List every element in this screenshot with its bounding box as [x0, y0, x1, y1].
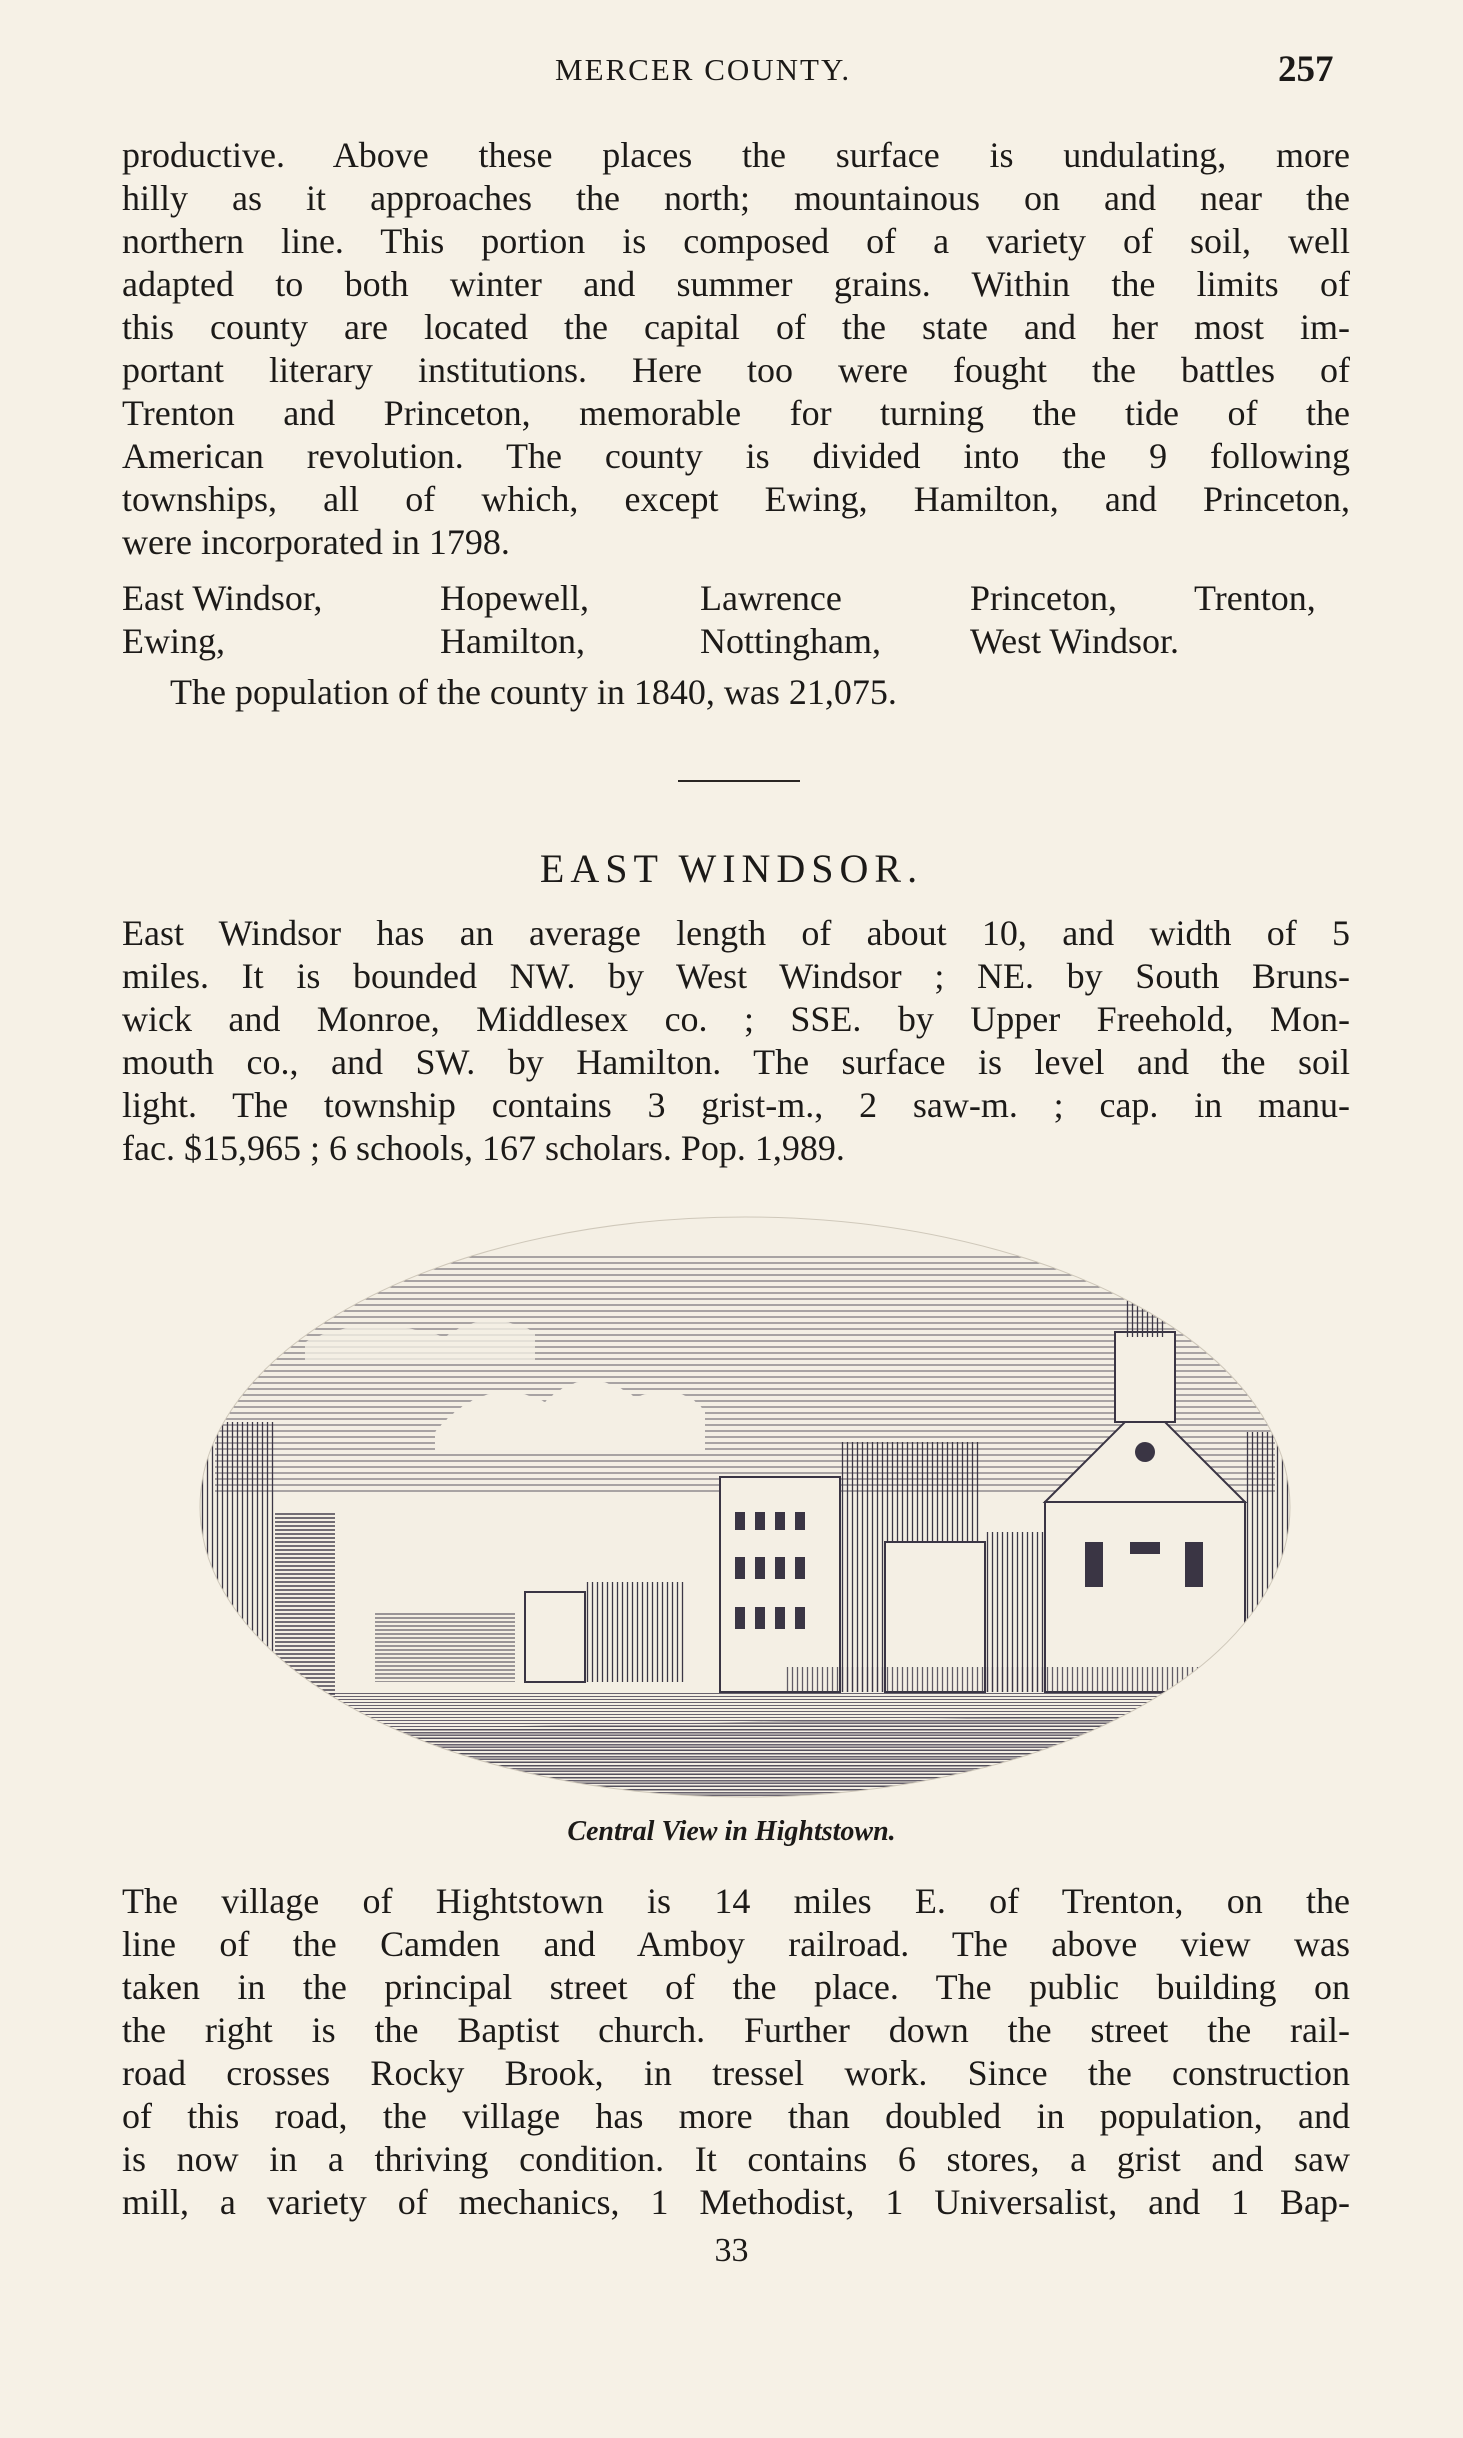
text-line: American revolution. The county is divided into the 9 following [122, 436, 1350, 476]
township-row [122, 577, 1352, 620]
section-divider [678, 780, 800, 782]
text-line: adapted to both winter and summer grains. Within the limits of [122, 264, 1350, 304]
paragraph-county-description [122, 134, 1350, 564]
paragraph-hightstown [122, 1880, 1350, 2224]
text-line: productive. Above these places the surface is undulating, more [122, 135, 1350, 175]
township-name: Trenton, [1194, 578, 1316, 618]
running-head: MERCER COUNTY. [555, 52, 852, 87]
text-line: light. The township contains 3 grist-m., 2 saw-m. ; cap. in manu- [122, 1085, 1350, 1125]
text-line: miles. It is bounded NW. by West Windsor ; NE. by South Bruns- [122, 956, 1350, 996]
text-line: The village of Hightstown is 14 miles E. of Trenton, on the [122, 1881, 1350, 1921]
text-line: is now in a thriving condition. It contains 6 stores, a grist and saw [122, 2139, 1350, 2179]
paragraph-east-windsor [122, 912, 1350, 1170]
engraving-hightstown-street [185, 1212, 1305, 1802]
township-row [122, 620, 1352, 663]
text-line: East Windsor has an average length of about 10, and width of 5 [122, 913, 1350, 953]
text-line: of this road, the village has more than doubled in population, and [122, 2096, 1350, 2136]
signature-mark: 33 [714, 2232, 749, 2269]
township-name: Ewing, [122, 621, 225, 661]
text-line: mill, a variety of mechanics, 1 Methodist, 1 Universalist, and 1 Bap- [122, 2182, 1350, 2222]
township-name: Lawrence [700, 578, 842, 618]
text-line: taken in the principal street of the place. The public building on [122, 1967, 1350, 2007]
population-line: The population of the county in 1840, was 21,075. [170, 672, 897, 712]
township-name: Nottingham, [700, 621, 881, 661]
page-number: 257 [1278, 49, 1334, 90]
text-line: townships, all of which, except Ewing, Hamilton, and Princeton, [122, 479, 1350, 519]
township-name: East Windsor, [122, 578, 323, 618]
township-name: West Windsor. [970, 621, 1179, 661]
text-line: Trenton and Princeton, memorable for turning the tide of the [122, 393, 1350, 433]
text-line: road crosses Rocky Brook, in tressel work. Since the construction [122, 2053, 1350, 2093]
text-line: line of the Camden and Amboy railroad. The above view was [122, 1924, 1350, 1964]
text-line: mouth co., and SW. by Hamilton. The surface is level and the soil [122, 1042, 1350, 1082]
text-line: hilly as it approaches the north; mountainous on and near the [122, 178, 1350, 218]
township-name: Hamilton, [440, 621, 585, 661]
text-line: the right is the Baptist church. Further down the street the rail- [122, 2010, 1350, 2050]
text-line: were incorporated in 1798. [122, 522, 510, 562]
text-line: fac. $15,965 ; 6 schools, 167 scholars. Pop. 1,989. [122, 1128, 845, 1168]
township-list [122, 577, 1352, 663]
section-title: EAST WINDSOR. [539, 846, 924, 891]
text-line: northern line. This portion is composed of a variety of soil, well [122, 221, 1350, 261]
illustration-caption: Central View in Hightstown. [567, 1816, 896, 1847]
text-line: wick and Monroe, Middlesex co. ; SSE. by Upper Freehold, Mon- [122, 999, 1350, 1039]
township-name: Hopewell, [440, 578, 589, 618]
text-line: this county are located the capital of the state and her most im- [122, 307, 1350, 347]
text-line: portant literary institutions. Here too were fought the battles of [122, 350, 1350, 390]
township-name: Princeton, [970, 578, 1117, 618]
page-header [0, 49, 1463, 102]
